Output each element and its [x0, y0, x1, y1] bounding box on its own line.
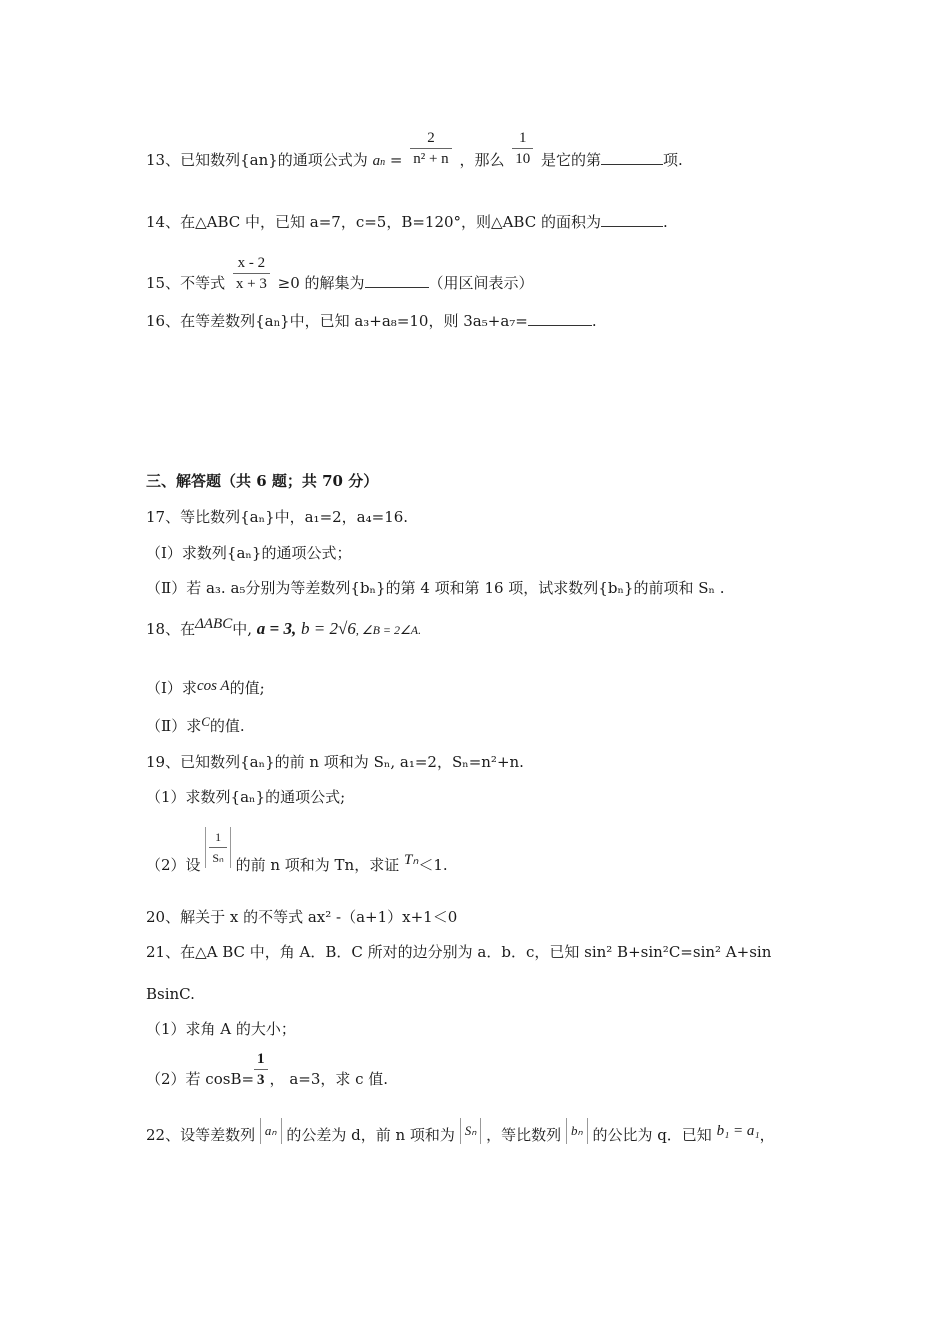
q21-p2-fraction — [254, 1049, 268, 1090]
q22-seq-b: bₙ — [566, 1118, 588, 1144]
question-18-part2 — [146, 716, 245, 737]
q19-p2-middle: 的前 n 项和为 Tn，求证 — [235, 856, 400, 874]
q21-p2-fraction-num: 1 — [254, 1049, 268, 1070]
question-21-part2 — [146, 1050, 389, 1090]
section-3-heading: 三、解答题（共 6 题；共 70 分） — [146, 472, 379, 490]
q19-p2-fraction-den: Sₙ — [212, 850, 224, 865]
question-19-stem: 19、已知数列{aₙ}的前 n 项和为 Sₙ, a₁=2，Sₙ=n²+n. — [146, 753, 524, 771]
question-22 — [146, 1125, 775, 1146]
q13-fraction2-num: 1 — [512, 128, 533, 149]
q19-p2-fraction-num: 1 — [209, 827, 226, 848]
q15-middle: ≥0 的解集为 — [277, 274, 365, 292]
question-21-line1: 21、在△A BC 中，角 A．B．C 所对的边分别为 a．b．c，已知 sin² B+sin²C=sin² A+sin — [146, 943, 772, 961]
q18-triangle: ΔABC — [195, 616, 233, 632]
q18-middle: 中, — [232, 620, 253, 638]
q21-p2-post: ， a=3，求 c 值. — [269, 1070, 389, 1088]
q18-prefix: 18、在 — [146, 620, 196, 638]
q19-p2-fraction — [209, 827, 226, 868]
q19-p2-post: ＜1. — [418, 856, 448, 874]
q22-seq-a: aₙ — [260, 1118, 282, 1144]
q18-p1-math: cos A — [196, 678, 230, 694]
q15-prefix: 15、不等式 — [146, 274, 226, 292]
q18-p2-prefix: （Ⅱ）求 — [146, 717, 202, 735]
q14-text: 14、在△ABC 中，已知 a=7，c=5，B=120°，则△ABC 的面积为 — [146, 213, 601, 231]
question-21-part1: （1）求角 A 的大小； — [146, 1020, 296, 1038]
q22-prefix: 22、设等差数列 — [146, 1126, 256, 1144]
q21-p2-prefix: （2）若 cosB= — [146, 1070, 255, 1088]
q13-post: 是它的第 — [541, 151, 602, 169]
q19-p2-prefix: （2）设 — [146, 856, 201, 874]
q19-p2-set — [205, 827, 230, 868]
question-21-line2: BsinC. — [146, 985, 195, 1003]
question-17-part1: （Ⅰ）求数列{aₙ}的通项公式； — [146, 544, 352, 562]
q22-middle1: 的公差为 d，前 n 项和为 — [286, 1126, 455, 1144]
question-20: 20、解关于 x 的不等式 ax² -（a+1）x+1＜0 — [146, 908, 458, 926]
q18-b-value: b = 2√6 — [301, 619, 356, 638]
question-17-part2: （Ⅱ）若 a₃. a₅分别为等差数列{bₙ}的第 4 项和第 16 项，试求数列{bₙ}的前项和 Sₙ . — [146, 579, 725, 597]
q22-end: ， — [759, 1126, 775, 1144]
question-13 — [146, 129, 683, 173]
q15-answer-blank[interactable] — [365, 273, 429, 288]
q13-lhs-sub: n — [380, 157, 386, 168]
q16-answer-blank[interactable] — [528, 311, 592, 326]
q13-fraction-num: 2 — [410, 128, 451, 149]
q22-seq-s: Sₙ — [460, 1118, 482, 1144]
q22-middle3: 的公比为 q．已知 — [592, 1126, 712, 1144]
q13-lhs: a — [372, 153, 381, 169]
q13-fraction — [410, 128, 451, 169]
q14-end: . — [662, 213, 668, 231]
q16-sub: n — [273, 318, 281, 329]
q15-fraction-den: x + 3 — [235, 275, 267, 292]
q22-equation: b₁ = a₁ — [716, 1123, 760, 1139]
q18-p1-post: 的值; — [229, 679, 265, 697]
q13-end: 项. — [663, 151, 683, 169]
question-17-stem: 17、等比数列{aₙ}中，a₁=2，a₄=16. — [146, 508, 409, 526]
q13-prefix: 13、已知数列{an}的通项公式为 — [146, 151, 368, 169]
q19-p2-math: Tₙ — [404, 852, 419, 868]
q18-p2-math: C — [201, 714, 210, 729]
question-19-part1: （1）求数列{aₙ}的通项公式; — [146, 788, 346, 806]
question-19-part2 — [146, 829, 448, 876]
q15-fraction — [233, 253, 270, 294]
q22-middle2: ，等比数列 — [486, 1126, 562, 1144]
q13-answer-blank[interactable] — [601, 150, 663, 165]
question-14 — [146, 212, 668, 232]
q15-end: （用区间表示） — [428, 274, 534, 292]
q15-fraction-num: x - 2 — [233, 253, 270, 274]
question-18-stem — [146, 616, 422, 640]
q14-answer-blank[interactable] — [601, 212, 663, 227]
question-15 — [146, 254, 534, 294]
q21-p2-fraction-den: 3 — [257, 1071, 265, 1088]
q18-a-value: a = 3, — [256, 619, 297, 638]
q13-fraction2 — [512, 128, 533, 169]
q18-angle: , ∠B = 2∠A. — [355, 623, 422, 637]
q18-p2-post: 的值. — [209, 717, 245, 735]
q13-fraction2-den: 10 — [515, 150, 531, 167]
question-16 — [146, 311, 597, 334]
q18-p1-prefix: （Ⅰ）求 — [146, 679, 197, 697]
q13-fraction-den: n² + n — [413, 150, 449, 167]
q16-end: . — [591, 312, 597, 330]
q13-middle: ，那么 — [459, 151, 505, 169]
q16-prefix: 16、在等差数列{a — [146, 312, 274, 330]
question-18-part1 — [146, 678, 265, 699]
q16-middle: }中，已知 a₃+a₈=10，则 3a₅+a₇= — [280, 312, 528, 330]
q13-equals: = — [389, 151, 403, 169]
